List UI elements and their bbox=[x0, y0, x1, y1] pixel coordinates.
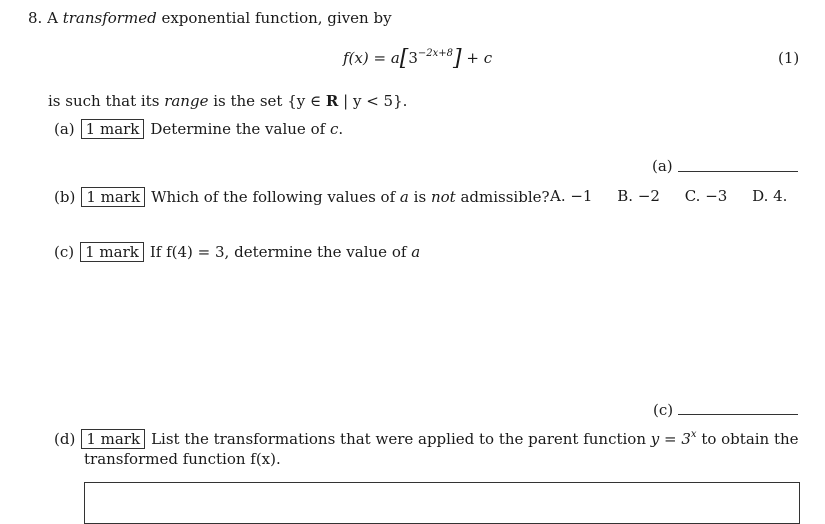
part-d-mark-box: 1 mark bbox=[81, 429, 145, 449]
part-d-answer-box[interactable] bbox=[84, 482, 800, 524]
question-header bbox=[28, 9, 392, 27]
part-b-label: (b) bbox=[54, 188, 76, 206]
equation-rhs: + c bbox=[466, 49, 493, 67]
part-b-variable: a bbox=[399, 188, 409, 206]
equation-number: (1) bbox=[778, 49, 800, 67]
part-b-options bbox=[530, 187, 787, 205]
part-b-text: Which of the following values of bbox=[151, 188, 396, 206]
range-post: is the set {y ∈ bbox=[213, 92, 322, 110]
part-a-mark-box: 1 mark bbox=[81, 119, 145, 139]
equation-lhs: f(x) = a bbox=[343, 49, 400, 67]
option-c[interactable]: C. −3 bbox=[684, 187, 728, 205]
intro-post: exponential function, given by bbox=[161, 9, 392, 27]
question-number: 8. bbox=[28, 9, 43, 27]
part-c-answer-line[interactable] bbox=[678, 414, 798, 415]
part-b-post: admissible? bbox=[460, 188, 550, 206]
part-a-answer-label: (a) bbox=[652, 157, 673, 175]
function-equation bbox=[343, 48, 492, 70]
range-statement bbox=[48, 92, 407, 110]
part-a-answer-line[interactable] bbox=[678, 171, 798, 172]
range-pre: is such that its bbox=[48, 92, 160, 110]
part-c-variable: a bbox=[411, 243, 421, 261]
parent-function-exponent: x bbox=[690, 429, 697, 440]
part-c bbox=[54, 242, 420, 262]
range-end: | y < 5}. bbox=[343, 92, 408, 110]
part-c-answer-label: (c) bbox=[653, 401, 674, 419]
intro-pre: A bbox=[47, 9, 58, 27]
real-numbers-symbol: R bbox=[325, 92, 339, 110]
equation-exponent: −2x+8 bbox=[417, 48, 454, 59]
part-d-line1: List the transformations that were applied to the parent function bbox=[151, 430, 646, 448]
part-a-label: (a) bbox=[54, 120, 75, 138]
part-a bbox=[54, 119, 343, 139]
part-b-mid: is bbox=[413, 188, 427, 206]
part-b-emphasis: not bbox=[430, 188, 456, 206]
intro-emphasis: transformed bbox=[62, 9, 157, 27]
part-d bbox=[54, 429, 799, 451]
right-bracket: ] bbox=[453, 46, 462, 71]
range-emphasis: range bbox=[164, 92, 209, 110]
part-a-text: Determine the value of bbox=[150, 120, 326, 138]
option-d[interactable]: D. 4. bbox=[752, 187, 788, 205]
left-bracket: [ bbox=[399, 46, 409, 71]
part-d-line2: transformed function f(x). bbox=[84, 450, 281, 468]
part-d-line1-end: to obtain the bbox=[701, 430, 799, 448]
part-a-period: . bbox=[338, 120, 344, 138]
parent-function: y = 3 bbox=[650, 430, 691, 448]
part-d-label: (d) bbox=[54, 430, 76, 448]
part-b-mark-box: 1 mark bbox=[81, 187, 145, 207]
part-b bbox=[54, 187, 550, 207]
part-c-text: If f(4) = 3, determine the value of bbox=[149, 243, 407, 261]
part-a-variable: c bbox=[329, 120, 339, 138]
equation-base: 3 bbox=[408, 49, 418, 67]
option-b[interactable]: B. −2 bbox=[617, 187, 660, 205]
option-a[interactable]: A. −1 bbox=[550, 187, 593, 205]
part-c-mark-box: 1 mark bbox=[80, 242, 144, 262]
part-c-label: (c) bbox=[54, 243, 75, 261]
